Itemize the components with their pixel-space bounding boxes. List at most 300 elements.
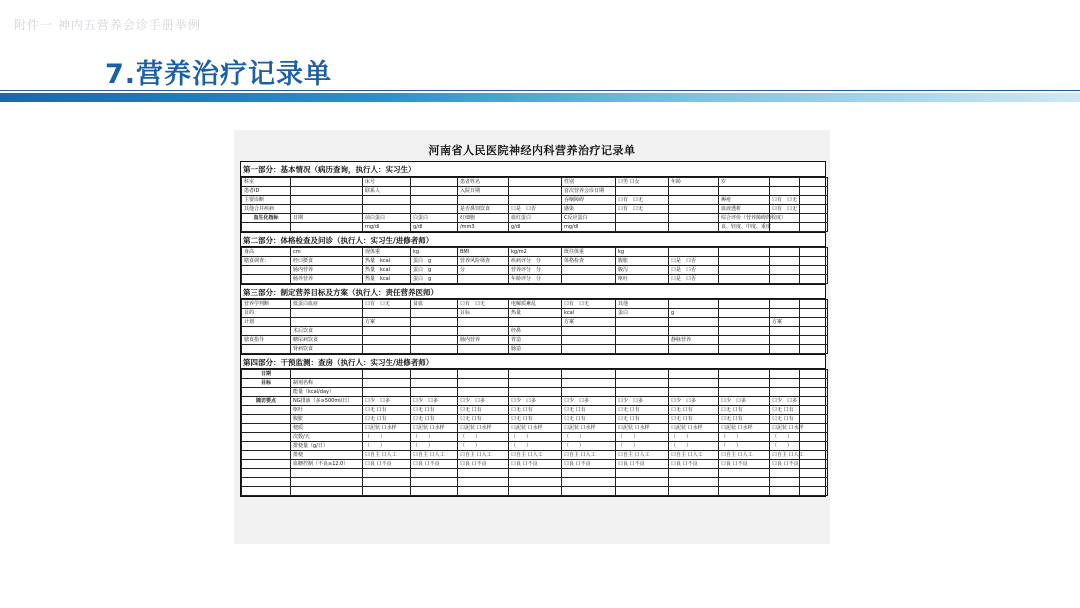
table-cell [562, 336, 616, 345]
table-cell [562, 345, 616, 354]
table-cell: 热量 kcal [363, 275, 411, 284]
table-cell [800, 388, 828, 397]
table-cell [509, 478, 562, 487]
table-cell: 腹胀 [616, 257, 669, 266]
table-cell: 口少 口多 [458, 397, 509, 406]
table-cell: 贫血 [411, 300, 458, 309]
table-cell: 科室 [242, 178, 291, 187]
table-cell [800, 178, 828, 187]
breadcrumb: 附件一 神内五营养会诊手册举例 [14, 18, 201, 32]
table-cell: 口自主 口人工 [562, 451, 616, 460]
table-cell [719, 257, 770, 266]
record-form-frame [240, 161, 826, 497]
table-cell: 经口摄食 [291, 257, 363, 266]
header-band-bar [0, 93, 1080, 102]
table-cell [242, 460, 291, 469]
table-cell: 低蛋白血症 [291, 300, 363, 309]
table-cell: 口无 口有 [363, 406, 411, 415]
table-cell: /mm3 [458, 223, 509, 232]
table-cell: 日期 [242, 370, 291, 379]
table-cell [616, 214, 669, 223]
table-cell: 口良 口不良 [363, 460, 411, 469]
table-cell [411, 487, 458, 496]
table-cell [363, 379, 411, 388]
table-row [242, 318, 828, 327]
table-cell [242, 442, 291, 451]
header-band-line [0, 90, 1080, 91]
table-row [242, 187, 828, 196]
table-cell [719, 379, 770, 388]
table-row [242, 327, 828, 336]
table-cell [616, 318, 669, 327]
table-cell [770, 178, 800, 187]
table-row [242, 415, 828, 424]
table-row [242, 178, 828, 187]
table-cell: 体格检查 [562, 257, 616, 266]
table-cell [562, 275, 616, 284]
table-cell: 口少 口多 [411, 397, 458, 406]
table-cell [242, 388, 291, 397]
table-cell [291, 178, 363, 187]
table-cell [800, 345, 828, 354]
table-cell [411, 327, 458, 336]
table-cell [458, 318, 509, 327]
table-cell: 蛋白 g [411, 257, 458, 266]
table-cell: 患者姓名 [458, 178, 509, 187]
table-cell [411, 478, 458, 487]
table-cell [562, 327, 616, 336]
table-cell: 口自主 口人工 [458, 451, 509, 460]
table-cell [562, 388, 616, 397]
table-cell [800, 248, 828, 257]
table-cell: 膳食调查： [242, 257, 291, 266]
table-cell: 血生化指标 [242, 214, 291, 223]
table-cell [363, 370, 411, 379]
table-cell [242, 478, 291, 487]
table-cell [669, 370, 719, 379]
table-cell: 口泥状 口水样 [770, 424, 800, 433]
table-cell: 口无 口有 [562, 415, 616, 424]
table-cell [616, 487, 669, 496]
table-cell [242, 433, 291, 442]
table-cell: g/dl [411, 223, 458, 232]
section-heading: 第三部分：制定营养目标及方案（执行人：责任营养医师） [241, 284, 825, 299]
table-cell: 呕吐 [291, 406, 363, 415]
table-cell [562, 487, 616, 496]
table-cell [800, 187, 828, 196]
table-row [242, 397, 828, 406]
table-cell: 口无 口有 [562, 406, 616, 415]
table-cell [770, 478, 800, 487]
table-cell [669, 469, 719, 478]
table-cell: 口自主 口人工 [719, 451, 770, 460]
table-cell [719, 370, 770, 379]
table-cell [719, 469, 770, 478]
table-cell: 口良 口不良 [411, 460, 458, 469]
table-cell [291, 309, 363, 318]
table-cell: 目标 [242, 379, 291, 388]
table-cell [616, 469, 669, 478]
table-cell: 口自主 口人工 [363, 451, 411, 460]
table-cell: g/dl [509, 223, 562, 232]
table-cell: 口泥状 口水样 [411, 424, 458, 433]
table-cell: 血液透析 [719, 205, 770, 214]
table-cell: （ ） [562, 442, 616, 451]
table-cell [770, 487, 800, 496]
table-cell [291, 370, 363, 379]
table-cell: NG排液（多≥500ml/日） [291, 397, 363, 406]
table-cell [770, 370, 800, 379]
table-cell: （ ） [719, 433, 770, 442]
table-cell [770, 187, 800, 196]
table-cell: 便质 [291, 424, 363, 433]
table-cell [669, 379, 719, 388]
table-cell [719, 187, 770, 196]
table-cell [719, 309, 770, 318]
table-cell: 腹泻 [616, 266, 669, 275]
table-cell [616, 345, 669, 354]
table-cell [363, 327, 411, 336]
table-cell: 呕吐 [616, 275, 669, 284]
table-cell: kg/m2 [509, 248, 562, 257]
table-cell [509, 187, 562, 196]
table-row [242, 214, 828, 223]
table-cell [509, 196, 562, 205]
table-cell: 白蛋白 [411, 214, 458, 223]
table-cell [363, 336, 411, 345]
table-cell [770, 469, 800, 478]
table-cell [770, 388, 800, 397]
table-cell: 胃造 [509, 336, 562, 345]
header-band [0, 88, 1080, 104]
table-cell: 口少 口多 [562, 397, 616, 406]
table-cell [770, 327, 800, 336]
table-cell [411, 370, 458, 379]
table-cell: （ ） [509, 433, 562, 442]
table-cell: g [669, 309, 719, 318]
table-cell [616, 336, 669, 345]
table-cell: 身高 [242, 248, 291, 257]
table-cell: 蛋白 [616, 309, 669, 318]
table-cell: 口无 口有 [458, 406, 509, 415]
table-cell [719, 266, 770, 275]
section-heading: 第四部分：干预监测：查房（执行人：实习生/进修者师） [241, 354, 825, 369]
table-cell [509, 487, 562, 496]
table-cell: （ ） [669, 433, 719, 442]
table-cell: 口有 口无 [770, 205, 800, 214]
table-cell: kg [616, 248, 669, 257]
table-cell: 排便 [291, 451, 363, 460]
table-cell [562, 469, 616, 478]
table-cell: 口良 口不良 [616, 460, 669, 469]
table-cell: （ ） [363, 433, 411, 442]
table-cell: 主要诊断 [242, 196, 291, 205]
table-cell [242, 275, 291, 284]
section-table [241, 177, 828, 232]
table-cell [242, 424, 291, 433]
table-cell: 营养评分 分 [509, 266, 562, 275]
table-cell: 褥疮 [719, 196, 770, 205]
table-cell: 口男 口女 [616, 178, 669, 187]
table-cell: （ ） [616, 442, 669, 451]
table-cell [800, 309, 828, 318]
table-cell [770, 309, 800, 318]
table-cell [363, 487, 411, 496]
table-cell [669, 388, 719, 397]
table-cell [669, 478, 719, 487]
table-cell [616, 223, 669, 232]
table-cell [719, 336, 770, 345]
table-cell [458, 487, 509, 496]
table-cell [458, 370, 509, 379]
table-cell [616, 379, 669, 388]
table-cell [669, 214, 719, 223]
table-cell: 口有 口无 [458, 300, 509, 309]
table-cell [291, 223, 363, 232]
table-cell [800, 433, 828, 442]
table-cell: 肾病饮食 [291, 345, 363, 354]
table-cell [562, 478, 616, 487]
table-cell [800, 336, 828, 345]
table-cell: 目的 [242, 309, 291, 318]
table-cell [242, 266, 291, 275]
table-cell [509, 370, 562, 379]
table-cell: 岁 [719, 178, 770, 187]
table-cell: 口无 口有 [411, 415, 458, 424]
table-cell: 综合评价（营养障碍的程度） [719, 214, 770, 223]
table-cell [242, 327, 291, 336]
table-cell: 口泥状 口水样 [509, 424, 562, 433]
table-cell: 良、轻度、中度、重度 [719, 223, 770, 232]
table-row [242, 205, 828, 214]
table-cell [770, 345, 800, 354]
table-cell [719, 275, 770, 284]
table-cell [291, 187, 363, 196]
table-row [242, 469, 828, 478]
table-cell: 糖尿病饮食 [291, 336, 363, 345]
section-table [241, 299, 828, 354]
table-cell [800, 266, 828, 275]
table-cell: 床号 [363, 178, 411, 187]
table-cell [800, 196, 828, 205]
table-row [242, 388, 828, 397]
table-cell: 次数/天 [291, 433, 363, 442]
table-cell: 膳食指导 [242, 336, 291, 345]
table-row [242, 248, 828, 257]
table-row [242, 379, 828, 388]
table-cell [800, 442, 828, 451]
table-cell: 血红蛋白 [509, 214, 562, 223]
table-cell: 其他合并疾病 [242, 205, 291, 214]
table-row [242, 451, 828, 460]
table-cell: 口无 口有 [719, 415, 770, 424]
table-cell [770, 275, 800, 284]
table-cell [242, 487, 291, 496]
table-cell [719, 248, 770, 257]
table-row [242, 487, 828, 496]
table-cell: 口少 口多 [509, 397, 562, 406]
table-cell: 口有 口无 [770, 196, 800, 205]
table-cell [719, 478, 770, 487]
table-cell [719, 327, 770, 336]
table-cell [363, 388, 411, 397]
table-cell [616, 187, 669, 196]
table-cell [458, 469, 509, 478]
table-cell: C反应蛋白 [562, 214, 616, 223]
table-cell: 口自主 口人工 [770, 451, 800, 460]
table-cell: 首次营养会诊日期 [562, 187, 616, 196]
table-row [242, 406, 828, 415]
table-cell [411, 379, 458, 388]
table-cell [458, 388, 509, 397]
table-cell [363, 469, 411, 478]
table-cell: 方案 [562, 318, 616, 327]
table-cell: 口泥状 口水样 [458, 424, 509, 433]
table-cell [800, 318, 828, 327]
table-cell [800, 327, 828, 336]
table-cell: 口无 口有 [411, 406, 458, 415]
table-cell [800, 214, 828, 223]
table-cell: 患者ID [242, 187, 291, 196]
section-heading: 第二部分：体格检查及问诊（执行人：实习生/进修者师） [241, 232, 825, 247]
table-row [242, 424, 828, 433]
table-cell [669, 487, 719, 496]
table-cell [509, 318, 562, 327]
table-cell [800, 469, 828, 478]
table-cell [800, 223, 828, 232]
table-cell [458, 275, 509, 284]
table-cell: （ ） [770, 433, 800, 442]
table-cell [800, 406, 828, 415]
table-row [242, 336, 828, 345]
table-cell [509, 388, 562, 397]
table-cell [562, 370, 616, 379]
table-cell: 口少 口多 [770, 397, 800, 406]
table-cell [363, 478, 411, 487]
table-cell [770, 336, 800, 345]
table-cell: 方案 [770, 318, 800, 327]
table-cell: 口自主 口人工 [509, 451, 562, 460]
table-cell: kg [411, 248, 458, 257]
table-cell [800, 370, 828, 379]
table-cell [800, 460, 828, 469]
table-cell: 口有 口无 [562, 300, 616, 309]
record-form-title: 河南省人民医院神经内科营养治疗记录单 [428, 144, 636, 157]
table-row [242, 309, 828, 318]
table-cell: mg/dl [363, 223, 411, 232]
table-cell: （ ） [719, 442, 770, 451]
table-cell: 口自主 口人工 [616, 451, 669, 460]
table-cell: 口泥状 口水样 [669, 424, 719, 433]
table-cell [411, 196, 458, 205]
table-cell: 口泥状 口水样 [562, 424, 616, 433]
table-cell: 能量（kcal/day） [291, 388, 363, 397]
table-cell: 口无 口有 [509, 406, 562, 415]
table-cell [800, 478, 828, 487]
table-cell: （ ） [669, 442, 719, 451]
table-cell: 口泥状 口水样 [719, 424, 770, 433]
table-cell: 口有 口无 [616, 205, 669, 214]
table-cell: 方案 [363, 318, 411, 327]
table-cell: （ ） [770, 442, 800, 451]
table-cell [242, 469, 291, 478]
table-cell: 电解质紊乱 [509, 300, 562, 309]
table-cell [291, 196, 363, 205]
table-cell [363, 205, 411, 214]
table-row [242, 370, 828, 379]
table-cell: 口泥状 口水样 [616, 424, 669, 433]
table-cell [800, 275, 828, 284]
table-cell: 现体重 [363, 248, 411, 257]
table-cell [458, 379, 509, 388]
table-cell: 口无 口有 [770, 415, 800, 424]
table-cell [562, 266, 616, 275]
page-title: 7.营养治疗记录单 [105, 59, 333, 90]
table-cell: 疾病评分 分 [509, 257, 562, 266]
table-row [242, 478, 828, 487]
table-row [242, 460, 828, 469]
table-cell [291, 205, 363, 214]
table-cell: 口少 口多 [363, 397, 411, 406]
table-cell [458, 478, 509, 487]
table-cell [291, 469, 363, 478]
table-cell: 腹胀 [291, 415, 363, 424]
table-cell [363, 309, 411, 318]
table-cell: 制剂名称 [291, 379, 363, 388]
table-cell [411, 388, 458, 397]
table-cell [669, 345, 719, 354]
table-cell: 吞咽障碍 [562, 196, 616, 205]
table-cell: 口良 口不良 [669, 460, 719, 469]
table-cell: 肠内营养 [458, 336, 509, 345]
table-cell [770, 379, 800, 388]
table-cell [770, 223, 800, 232]
table-row [242, 433, 828, 442]
table-row [242, 266, 828, 275]
table-cell: 肠外营养 [291, 275, 363, 284]
table-cell: （ ） [411, 433, 458, 442]
table-cell: 口是 口否 [669, 275, 719, 284]
table-cell: 口无 口有 [669, 406, 719, 415]
table-cell: 术后饮食 [291, 327, 363, 336]
table-row [242, 275, 828, 284]
table-cell [242, 406, 291, 415]
section-heading: 第一部分：基本情况（病历查询，执行人：实习生） [241, 162, 825, 177]
table-cell: （ ） [616, 433, 669, 442]
table-cell [363, 345, 411, 354]
table-cell: 年龄评分 分 [509, 275, 562, 284]
table-cell [770, 300, 800, 309]
table-cell [242, 451, 291, 460]
table-cell [800, 300, 828, 309]
table-cell: 性别 [562, 178, 616, 187]
table-cell [669, 318, 719, 327]
table-row [242, 257, 828, 266]
table-row [242, 442, 828, 451]
table-cell [800, 379, 828, 388]
table-cell: 口自主 口人工 [669, 451, 719, 460]
record-form-document [234, 130, 830, 544]
table-cell: 口有 口无 [363, 300, 411, 309]
table-cell [509, 469, 562, 478]
table-cell: 营养风险筛查 [458, 257, 509, 266]
table-cell: （ ） [411, 442, 458, 451]
table-row [242, 223, 828, 232]
table-cell: BMI [458, 248, 509, 257]
table-cell [291, 318, 363, 327]
table-row [242, 345, 828, 354]
table-cell: 分 [458, 266, 509, 275]
